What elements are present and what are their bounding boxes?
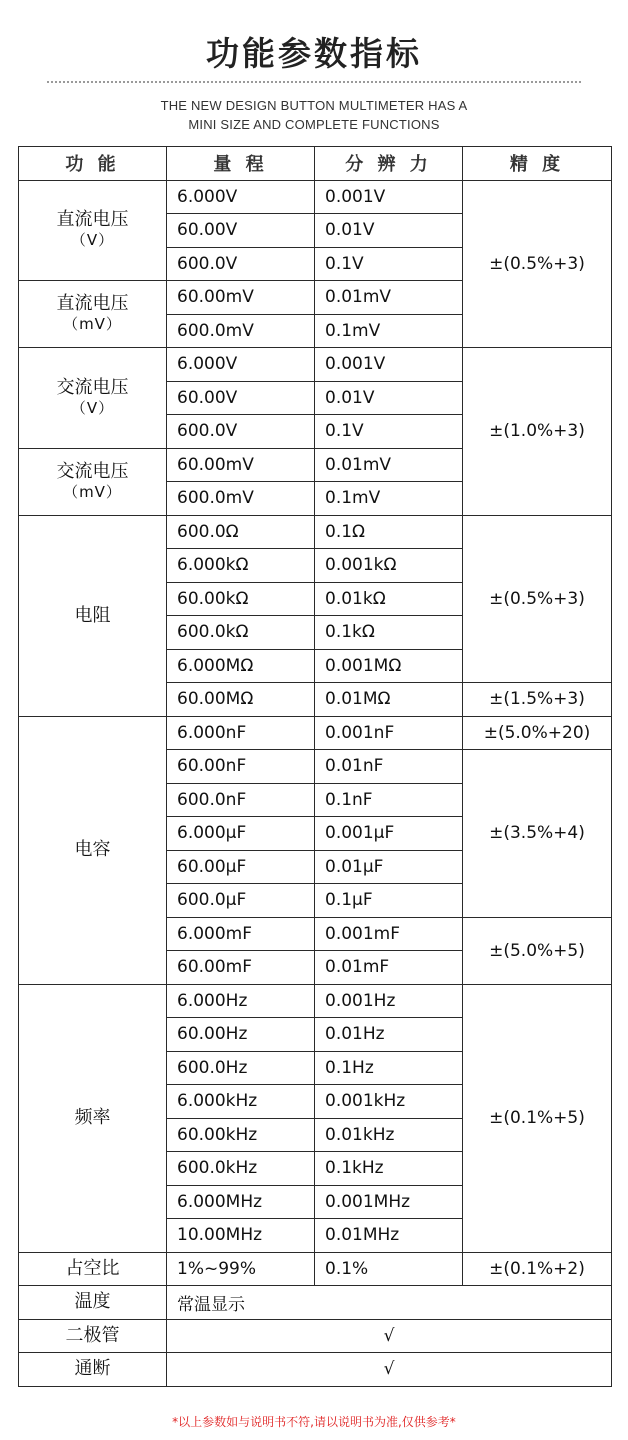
function-name: 直流电压 xyxy=(56,209,129,231)
resolution-cell: 0.001nF xyxy=(315,716,463,750)
accuracy-capacitance-mf: ±(5.0%+5) xyxy=(463,917,612,984)
function-dc-voltage-mv xyxy=(19,281,167,348)
table-row xyxy=(19,348,612,382)
header-resolution: 分 辨 力 xyxy=(315,147,463,181)
range-cell: 60.00μF xyxy=(167,850,315,884)
table-row xyxy=(19,1252,612,1286)
page-subtitle xyxy=(0,96,628,134)
resolution-cell: 0.01MHz xyxy=(315,1219,463,1253)
range-cell: 6.000V xyxy=(167,180,315,214)
range-cell: 600.0Hz xyxy=(167,1051,315,1085)
range-cell: 60.00Hz xyxy=(167,1018,315,1052)
header-function: 功 能 xyxy=(19,147,167,181)
function-continuity: 通断 xyxy=(19,1353,167,1387)
resolution-cell: 0.01mF xyxy=(315,951,463,985)
disclaimer-note: *以上参数如与说明书不符,请以说明书为准,仅供参考* xyxy=(172,1415,456,1429)
table-row xyxy=(19,1353,612,1387)
resolution-cell: 0.01mV xyxy=(315,281,463,315)
function-dc-voltage-v xyxy=(19,180,167,281)
dotted-divider xyxy=(47,81,581,83)
function-name: 交流电压 xyxy=(56,376,129,398)
resolution-cell: 0.01kHz xyxy=(315,1118,463,1152)
range-cell: 6.000nF xyxy=(167,716,315,750)
temperature-value: 常温显示 xyxy=(167,1286,612,1320)
resolution-cell: 0.001Hz xyxy=(315,984,463,1018)
header-accuracy: 精 度 xyxy=(463,147,612,181)
range-cell: 6.000Hz xyxy=(167,984,315,1018)
resolution-cell: 0.001MΩ xyxy=(315,649,463,683)
resolution-cell: 0.1kHz xyxy=(315,1152,463,1186)
function-unit: （mV） xyxy=(63,482,122,501)
resolution-cell: 0.001μF xyxy=(315,817,463,851)
accuracy-dc: ±(0.5%+3) xyxy=(463,180,612,348)
range-cell: 600.0mV xyxy=(167,482,315,516)
accuracy-frequency: ±(0.1%+5) xyxy=(463,984,612,1252)
range-cell: 600.0μF xyxy=(167,884,315,918)
accuracy-ac: ±(1.0%+3) xyxy=(463,348,612,516)
resolution-cell: 0.001V xyxy=(315,348,463,382)
range-cell: 600.0mV xyxy=(167,314,315,348)
resolution-cell: 0.01mV xyxy=(315,448,463,482)
subtitle-line-2: MINI SIZE AND COMPLETE FUNCTIONS xyxy=(188,117,440,132)
table-row xyxy=(19,716,612,750)
table-row xyxy=(19,1286,612,1320)
resolution-cell: 0.01MΩ xyxy=(315,683,463,717)
resolution-cell: 0.1V xyxy=(315,415,463,449)
function-unit: （V） xyxy=(70,231,115,250)
range-cell: 60.00mF xyxy=(167,951,315,985)
spec-table xyxy=(18,146,612,1387)
resolution-cell: 0.1% xyxy=(315,1252,463,1286)
header-range: 量 程 xyxy=(167,147,315,181)
resolution-cell: 0.01kΩ xyxy=(315,582,463,616)
resolution-cell: 0.1V xyxy=(315,247,463,281)
range-cell: 60.00nF xyxy=(167,750,315,784)
resolution-cell: 0.01μF xyxy=(315,850,463,884)
resolution-cell: 0.1kΩ xyxy=(315,616,463,650)
continuity-check-icon: √ xyxy=(167,1353,612,1387)
resolution-cell: 0.1mV xyxy=(315,482,463,516)
function-name: 交流电压 xyxy=(56,460,129,482)
table-row xyxy=(19,984,612,1018)
range-cell: 600.0V xyxy=(167,415,315,449)
range-cell: 1%~99% xyxy=(167,1252,315,1286)
function-unit: （mV） xyxy=(63,315,122,333)
accuracy-resistance-high: ±(1.5%+3) xyxy=(463,683,612,717)
range-cell: 6.000MHz xyxy=(167,1185,315,1219)
range-cell: 600.0kHz xyxy=(167,1152,315,1186)
resolution-cell: 0.01nF xyxy=(315,750,463,784)
table-row xyxy=(19,515,612,549)
resolution-cell: 0.1Hz xyxy=(315,1051,463,1085)
page-title: 功能参数指标 xyxy=(206,34,422,73)
range-cell: 6.000kΩ xyxy=(167,549,315,583)
function-ac-voltage-v xyxy=(19,348,167,449)
range-cell: 6.000V xyxy=(167,348,315,382)
range-cell: 60.00MΩ xyxy=(167,683,315,717)
function-duty-cycle: 占空比 xyxy=(19,1252,167,1286)
range-cell: 60.00mV xyxy=(167,448,315,482)
range-cell: 60.00V xyxy=(167,381,315,415)
range-cell: 6.000μF xyxy=(167,817,315,851)
function-ac-voltage-mv xyxy=(19,448,167,515)
table-header-row xyxy=(19,147,612,181)
function-diode: 二极管 xyxy=(19,1319,167,1353)
resolution-cell: 0.1Ω xyxy=(315,515,463,549)
range-cell: 600.0Ω xyxy=(167,515,315,549)
table-row xyxy=(19,180,612,214)
range-cell: 60.00kΩ xyxy=(167,582,315,616)
resolution-cell: 0.001MHz xyxy=(315,1185,463,1219)
function-temperature: 温度 xyxy=(19,1286,167,1320)
table-row xyxy=(19,1319,612,1353)
range-cell: 10.00MHz xyxy=(167,1219,315,1253)
resolution-cell: 0.01V xyxy=(315,381,463,415)
range-cell: 6.000mF xyxy=(167,917,315,951)
accuracy-duty-cycle: ±(0.1%+2) xyxy=(463,1252,612,1286)
range-cell: 600.0kΩ xyxy=(167,616,315,650)
resolution-cell: 0.1mV xyxy=(315,314,463,348)
range-cell: 600.0V xyxy=(167,247,315,281)
resolution-cell: 0.001kHz xyxy=(315,1085,463,1119)
resolution-cell: 0.01V xyxy=(315,214,463,248)
function-resistance: 电阻 xyxy=(19,515,167,716)
function-name: 直流电压 xyxy=(56,293,129,314)
diode-check-icon: √ xyxy=(167,1319,612,1353)
range-cell: 60.00mV xyxy=(167,281,315,315)
resolution-cell: 0.001V xyxy=(315,180,463,214)
range-cell: 60.00V xyxy=(167,214,315,248)
subtitle-line-1: THE NEW DESIGN BUTTON MULTIMETER HAS A xyxy=(160,98,468,113)
resolution-cell: 0.01Hz xyxy=(315,1018,463,1052)
accuracy-capacitance-nf: ±(5.0%+20) xyxy=(463,716,612,750)
accuracy-capacitance-mid: ±(3.5%+4) xyxy=(463,750,612,918)
function-frequency: 频率 xyxy=(19,984,167,1252)
resolution-cell: 0.001mF xyxy=(315,917,463,951)
range-cell: 60.00kHz xyxy=(167,1118,315,1152)
function-unit: （V） xyxy=(70,398,115,417)
function-capacitance: 电容 xyxy=(19,716,167,984)
resolution-cell: 0.001kΩ xyxy=(315,549,463,583)
resolution-cell: 0.1nF xyxy=(315,783,463,817)
range-cell: 6.000MΩ xyxy=(167,649,315,683)
header xyxy=(0,0,628,146)
range-cell: 600.0nF xyxy=(167,783,315,817)
resolution-cell: 0.1μF xyxy=(315,884,463,918)
range-cell: 6.000kHz xyxy=(167,1085,315,1119)
accuracy-resistance: ±(0.5%+3) xyxy=(463,515,612,683)
